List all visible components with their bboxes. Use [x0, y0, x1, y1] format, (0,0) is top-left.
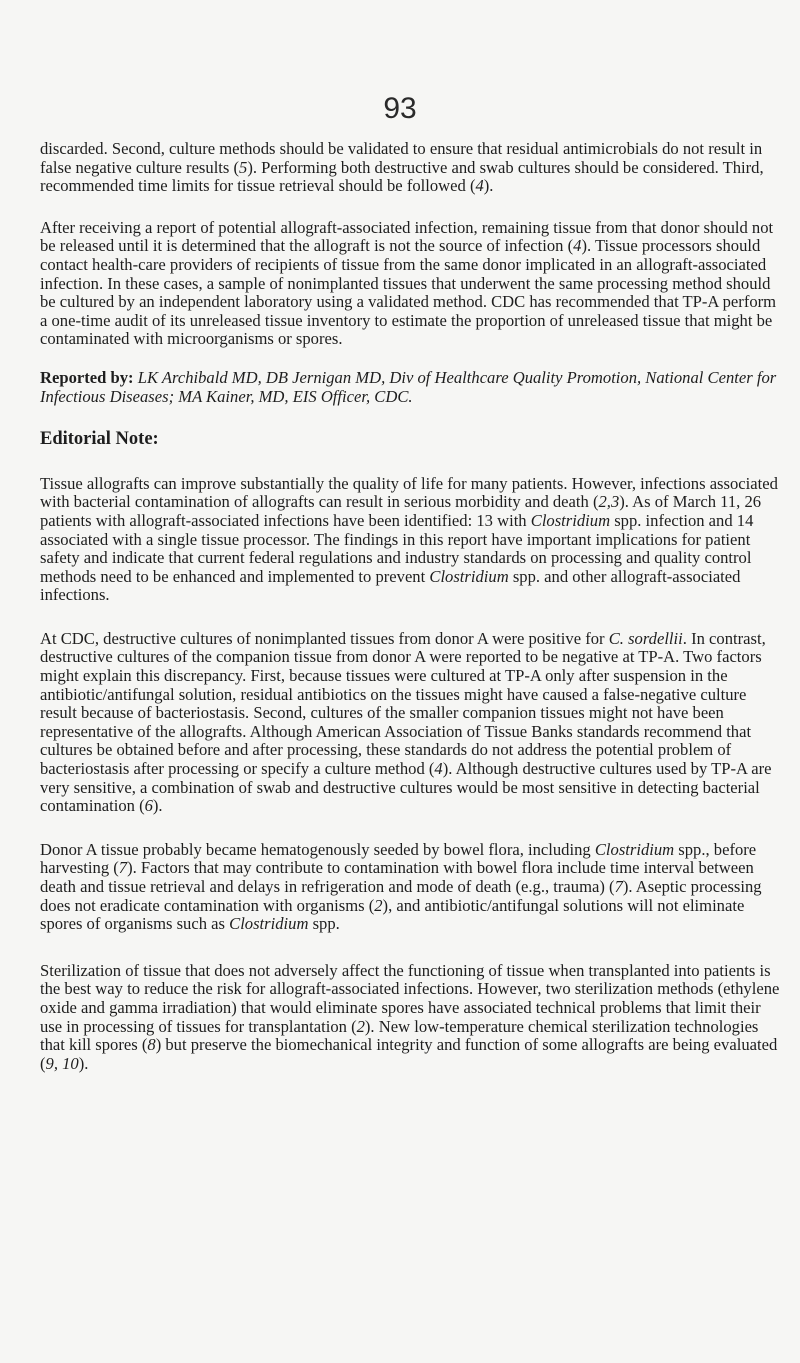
- italic-text: 5: [239, 157, 248, 177]
- text-run: ). New low-temperature chemical sterilization technologies that kill spores (: [40, 1016, 759, 1055]
- italic-text: Clostridium: [229, 914, 309, 934]
- paragraph: [40, 219, 780, 349]
- text-run: ), and antibiotic/antifungal solutions will not eliminate spores of organisms such as: [40, 895, 745, 934]
- italic-text: 4: [573, 236, 582, 256]
- italic-text: 6: [144, 796, 153, 816]
- text-run: ). Although destructive cultures used by TP-A are very sensitive, a combination of swab and destructive cultures would be most sensitive in detecting bacterial contamination (: [40, 759, 772, 816]
- paragraph: [40, 841, 780, 934]
- text-run: ). Aseptic processing does not eradicate contamination with organisms (: [40, 877, 762, 915]
- paragraph: [40, 630, 780, 816]
- text-run: spp. infection and 14 associated with a single tissue processor. The findings in this report have important implications for patient safety and indicate that current federal regulations and industry standards on processing and quality control methods need to be enhanced and implemented to prevent: [40, 510, 754, 586]
- text-run: Donor A tissue probably became hematogenously seeded by bowel flora, including: [40, 839, 595, 859]
- text-run: spp. and other allograft-associated infections.: [40, 566, 741, 605]
- italic-text: 9, 10: [45, 1053, 79, 1073]
- italic-text: 2: [374, 895, 383, 915]
- text-run: At CDC, destructive cultures of nonimplanted tissues from donor A were positive for: [40, 628, 609, 648]
- text-run: spp.: [308, 914, 340, 934]
- text-run: ). Factors that may contribute to contamination with bowel flora include time interval between death and tissue retrieval and delays in refrigeration and mode of death (e.g., trauma) (: [40, 858, 754, 896]
- paragraph: [40, 475, 780, 605]
- italic-text: 4: [434, 759, 443, 779]
- italic-text: Clostridium: [594, 839, 675, 859]
- text-run: Sterilization of tissue that does not adversely affect the functioning of tissue when transplanted into patients is the best way to reduce the risk for allograft-associated infections. However, two sterilization methods (ethylene oxide and gamma irradiation) that would eliminate spores have associated technical problems that limit their use in processing of tissues for transplantation (: [40, 960, 780, 1036]
- text-run: ).: [483, 176, 494, 196]
- text-run: ).: [152, 796, 163, 816]
- italic-text: 2: [356, 1016, 365, 1036]
- paragraph: [40, 962, 780, 1074]
- text-run: spp., before harvesting (: [40, 839, 757, 878]
- italic-text: LK Archibald MD, DB Jernigan MD, Div of Healthcare Quality Promotion, National Center for Infectious Diseases; MA Kainer, MD, EIS Officer, CDC.: [40, 367, 777, 406]
- italic-text: 7: [118, 858, 128, 878]
- text-run: . In contrast, destructive cultures of the companion tissue from donor A were reported to be negative at TP-A. Two factors might explain this discrepancy. First, because tissues were cultured at TP-A only after suspension in the antibiotic/antifungal solution, residual antibiotics on the tissues might have caused a false-negative culture result because of bacteriostasis. Second, cultures of the smaller companion tissues might not have been representative of the allografts. Although American Association of Tissue Banks standards recommend that cultures be obtained before and after processing, these standards do not address the potential problem of bacteriostasis after processing or specify a culture method (: [40, 628, 766, 779]
- bold-label: Reported by:: [40, 367, 138, 387]
- paragraph: [40, 140, 780, 196]
- text-run: Tissue allografts can improve substantially the quality of life for many patients. However, infections associated with bacterial contamination of allografts can result in serious morbidity and death (: [40, 473, 778, 512]
- italic-text: C. sordellii: [608, 628, 683, 648]
- italic-text: 8: [147, 1035, 156, 1055]
- text-run: ) but preserve the biomechanical integrity and function of some allografts are being evaluated (: [40, 1035, 778, 1073]
- page-number: 93: [383, 92, 417, 125]
- text-run: ). Performing both destructive and swab cultures should be considered. Third, recommended time limits for tissue retrieval should be followed (: [40, 157, 764, 196]
- paragraph: [40, 369, 780, 406]
- text-run: After receiving a report of potential allograft-associated infection, remaining tissue from that donor should not be released until it is determined that the allograft is not the source of infection (: [40, 217, 774, 256]
- text-run: ). Tissue processors should contact health-care providers of recipients of tissue from the same donor implicated in an allograft-associated infection. In these cases, a sample of nonimplanted tissues that underwent the same processing method should be cultured by an independent laboratory using a validated method. CDC has recommended that TP-A perform a one-time audit of its unreleased tissue inventory to estimate the proportion of unreleased tissue that might be contaminated with microorganisms or spores.: [40, 236, 777, 349]
- section-heading: [40, 430, 780, 449]
- italic-text: 4: [475, 176, 484, 196]
- italic-text: 2,3: [598, 492, 620, 512]
- page-body: [40, 140, 780, 1101]
- italic-text: Clostridium: [530, 510, 611, 530]
- text-run: ).: [78, 1053, 89, 1073]
- italic-text: Clostridium: [429, 566, 509, 586]
- italic-text: 7: [614, 877, 623, 896]
- bold-label: Editorial Note:: [40, 429, 159, 450]
- text-run: ). As of March 11, 26 patients with allograft-associated infections have been identified: 13 with: [40, 492, 762, 530]
- text-run: discarded. Second, culture methods should be validated to ensure that residual antimicrobials do not result in false negative culture results (: [40, 139, 763, 177]
